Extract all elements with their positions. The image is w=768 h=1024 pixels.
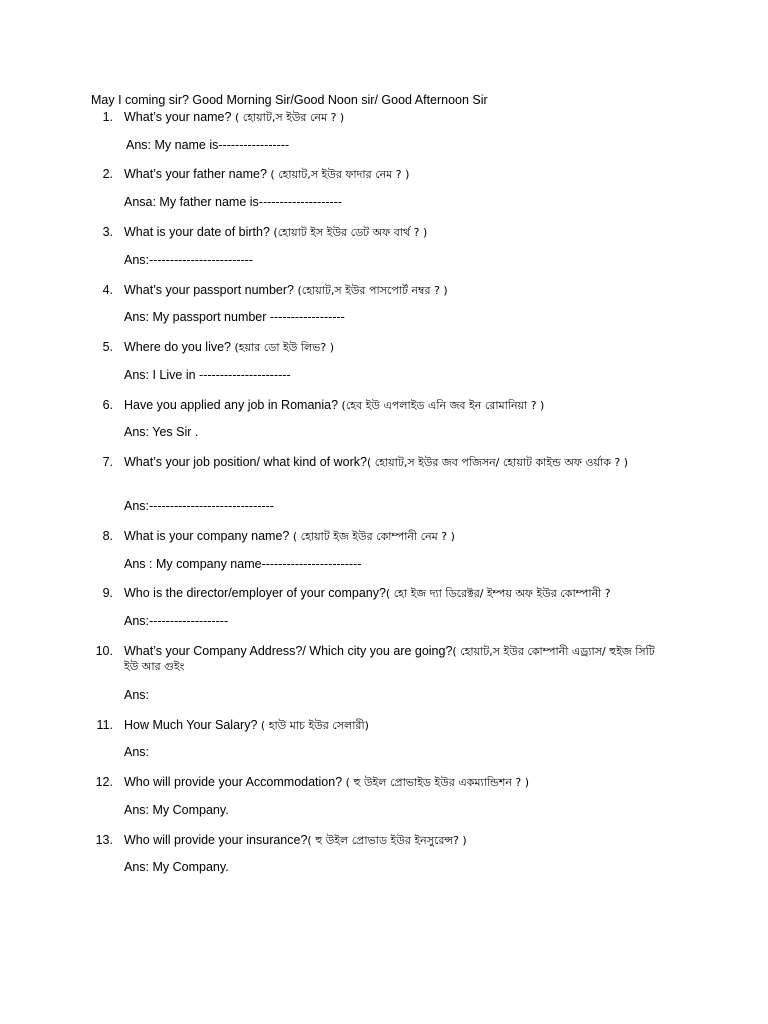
question-bengali: (হোয়াট,স ইউর পাসপোর্ট নম্বর ? ) [294, 284, 448, 297]
question-number: 5. [102, 340, 113, 354]
answer-line: Ans: I Live in ---------------------- [124, 368, 291, 382]
question-bengali: (হেব ইউ এপলাইড এনি জব ইন রোমানিয়া ? ) [338, 399, 545, 412]
question-text [124, 283, 669, 298]
answer-line: Ans: [124, 745, 150, 759]
question-english: What is your date of birth? [124, 225, 270, 239]
question-text [124, 225, 669, 240]
answer-line: Ans:------------------- [124, 614, 229, 628]
question-bengali: ( হু উইল প্রোভাড ইউর ইনসুরেন্স? ) [307, 834, 467, 847]
question-bengali: ( হু উইল প্রোভাইড ইউর একম্যান্ডিশন ? ) [342, 776, 530, 789]
question-text [124, 110, 669, 125]
question-bengali: (হয়ার ডো ইউ লিভ? ) [231, 341, 334, 354]
question-english: What’s your passport number? [124, 283, 294, 297]
question-english: What’s your father name? [124, 167, 267, 181]
question-text [124, 586, 684, 601]
question-english: Who will provide your Accommodation? [124, 775, 343, 789]
answer-line: Ans: My name is----------------- [126, 138, 290, 152]
question-number: 12. [95, 775, 113, 789]
question-english: Who is the director/employer of your company? [124, 586, 386, 600]
answer-line: Ans:------------------------------ [124, 499, 274, 513]
question-number: 6. [102, 398, 113, 412]
question-english: What is your company name? [124, 529, 290, 543]
question-text [124, 167, 669, 182]
question-english: What’s your name? [124, 110, 232, 124]
answer-line: Ans: My Company. [124, 803, 229, 817]
question-english: Who will provide your insurance? [124, 833, 308, 847]
question-bengali: ( হাউ মাচ ইউর সেলারী) [257, 719, 369, 732]
question-english: How Much Your Salary? [124, 718, 258, 732]
answer-line: Ans:------------------------- [124, 253, 254, 267]
question-bengali: ( হোয়াট ইজ ইউর কোম্পানী নেম ? ) [289, 530, 455, 543]
question-bengali: ( হো ইজ দ্যা ডিরেক্টর/ ইম্পয় অফ ইউর কোম্পানী ? [385, 587, 611, 600]
answer-line: Ans : My company name------------------------ [124, 557, 362, 571]
question-english: What’s your Company Address?/ Which city you are going? [124, 644, 453, 658]
question-bengali: ( হোয়াট,স ইউর জব পজিসন/ হোয়াট কাইন্ড অফ ওর্য়াক ? ) [366, 456, 629, 469]
question-text [124, 775, 669, 790]
question-bengali: ( হোয়াট,স ইউর কোম্পানী এড্র্যাস/ হুইজ সিটি ইউ আর গুইং [124, 645, 655, 673]
question-number: 8. [102, 529, 113, 543]
question-number: 11. [96, 718, 113, 732]
question-number: 1. [102, 110, 113, 124]
question-number: 7. [102, 455, 113, 469]
question-english: Where do you live? [124, 340, 232, 354]
question-english: What’s your job position/ what kind of work? [124, 455, 367, 469]
question-bengali: (হোয়াট ইস ইউর ডেট অফ বার্থ ? ) [269, 226, 428, 239]
question-bengali: ( হোয়াট,স ইউর ফাদার নেম ? ) [266, 168, 410, 181]
answer-line: Ans: Yes Sir . [124, 425, 199, 439]
question-text [124, 529, 669, 544]
answer-line: Ans: My passport number ------------------ [124, 310, 345, 324]
question-number: 13. [95, 833, 113, 847]
question-text [124, 833, 669, 848]
question-number: 9. [102, 586, 113, 600]
question-text [124, 398, 669, 413]
answer-line: Ansa: My father name is-------------------- [124, 195, 343, 209]
question-number: 4. [102, 283, 113, 297]
question-number: 2. [102, 167, 113, 181]
question-text [124, 718, 669, 733]
answer-line: Ans: My Company. [124, 860, 229, 874]
question-english: Have you applied any job in Romania? [124, 398, 339, 412]
greeting-line: May I coming sir? Good Morning Sir/Good Noon sir/ Good Afternoon Sir [91, 93, 488, 107]
answer-line: Ans: [124, 688, 150, 702]
question-text [124, 644, 669, 674]
question-number: 10. [95, 644, 113, 658]
question-number: 3. [102, 225, 113, 239]
question-bengali: ( হোয়াট,স ইউর নেম ? ) [231, 111, 345, 124]
question-text [124, 455, 669, 470]
question-text [124, 340, 669, 355]
